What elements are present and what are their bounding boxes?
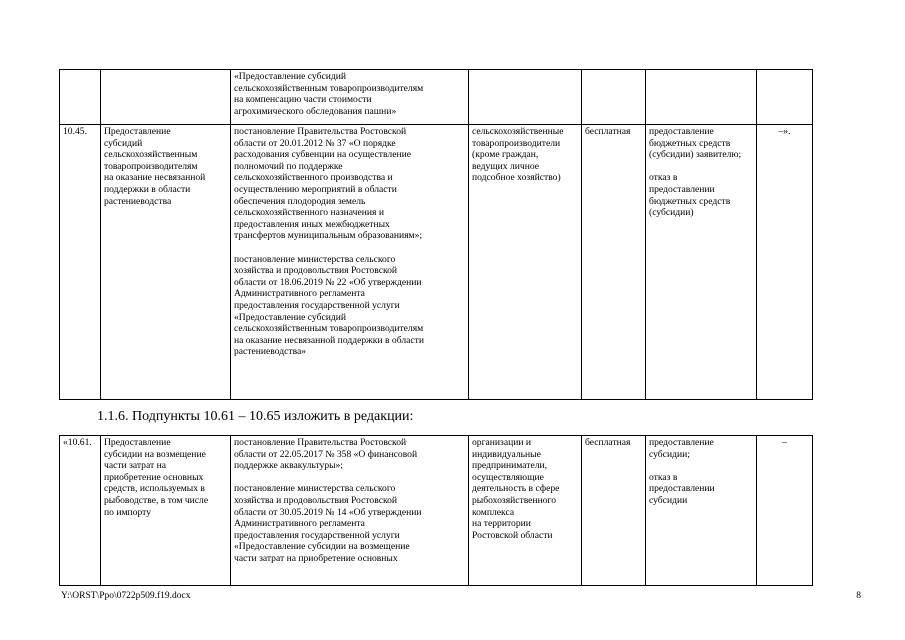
cell-name	[101, 436, 231, 586]
section-heading: 1.1.6. Подпункты 10.61 – 10.65 изложить в редакции:	[97, 409, 414, 424]
result-text-1: предоставление субсидии;	[649, 437, 714, 460]
cell-fee: бесплатная	[582, 125, 646, 400]
service-name: Предоставление субсидии на возмещение части затрат на приобретение основных средств, используемых в рыбоводстве, в том числе по импорту	[104, 437, 209, 518]
cell-recipients	[469, 125, 582, 400]
result-text-1: предоставление бюджетных средств (субсидии) заявителю;	[649, 126, 742, 161]
basis-text-2: постановление министерства сельского хозяйства и продовольствия Ростовской области от 18.06.2019 № 22 «Об утверждении Административного регламента предоставления государственной услуги «Предоставление субсидий сельскохозяйственным товаропроизводителям на оказание несвязанной поддержки в области растениеводства»	[234, 253, 424, 358]
result-text-2: отказ в предоставлении бюджетных средств (субсидии)	[649, 172, 731, 219]
cell-recipients	[469, 436, 582, 586]
footer-file-path: Y:\ORST\Ppo\0722p509.f19.docx	[61, 591, 191, 601]
cell-fee	[582, 70, 646, 125]
cell-result	[646, 70, 757, 125]
services-table-top	[59, 69, 813, 400]
footer-page-number: 8	[856, 591, 861, 601]
cell-basis	[231, 436, 469, 586]
cell-last	[757, 70, 813, 125]
services-table-bottom	[59, 435, 813, 586]
cell-num: 10.45.	[60, 125, 101, 400]
cell-last: –	[757, 436, 813, 586]
basis-text-1: постановление Правительства Ростовской области от 22.05.2017 № 358 «О финансовой поддержке аквакультуры»;	[234, 437, 418, 472]
cell-num	[60, 70, 101, 125]
cell-result	[646, 125, 757, 400]
table-row	[60, 70, 813, 125]
cell-name	[101, 125, 231, 400]
cell-recipients	[469, 70, 582, 125]
result-text-2: отказ в предоставлении субсидии	[649, 471, 715, 506]
cell-basis	[231, 70, 469, 125]
recipients-text: организации и индивидуальные предприниматели, осуществляющие деятельность в сфере рыбохозяйственного комплекса на территории Ростовской области	[472, 437, 560, 541]
recipients-text: сельскохозяйственные товаропроизводители (кроме граждан, ведущих личное подсобное хозяйство)	[472, 126, 564, 184]
cell-last: –».	[757, 125, 813, 400]
basis-text-1: постановление Правительства Ростовской области от 20.01.2012 № 37 «О порядке расходования субвенции на осуществление полномочий по поддержке сельскохозяйственного производства и осуществлению мероприятий в области обеспечения плодородия земель сельскохозяйственного назначения и предоставления иных межбюджетных трансфертов муниципальным образованиям»;	[234, 126, 423, 242]
cell-basis	[231, 125, 469, 400]
cell-num: «10.61.	[60, 436, 101, 586]
table-row	[60, 125, 813, 400]
cell-name	[101, 70, 231, 125]
basis-text: «Предоставление субсидий сельскохозяйственным товаропроизводителям на компенсацию части стоимости агрохимического обследования пашни»	[234, 71, 424, 117]
service-name: Предоставление субсидий сельскохозяйственным товаропроизводителям на оказание несвязанной поддержки в области растениеводства	[104, 126, 206, 207]
cell-fee: бесплатная	[582, 436, 646, 586]
table-row	[60, 436, 813, 586]
cell-result	[646, 436, 757, 586]
basis-text-2: постановление министерства сельского хозяйства и продовольствия Ростовской области от 30.05.2019 № 14 «Об утверждении Административного регламента предоставления государственной услуги «Предоставление субсидии на возмещение части затрат на приобретение основных	[234, 483, 422, 564]
